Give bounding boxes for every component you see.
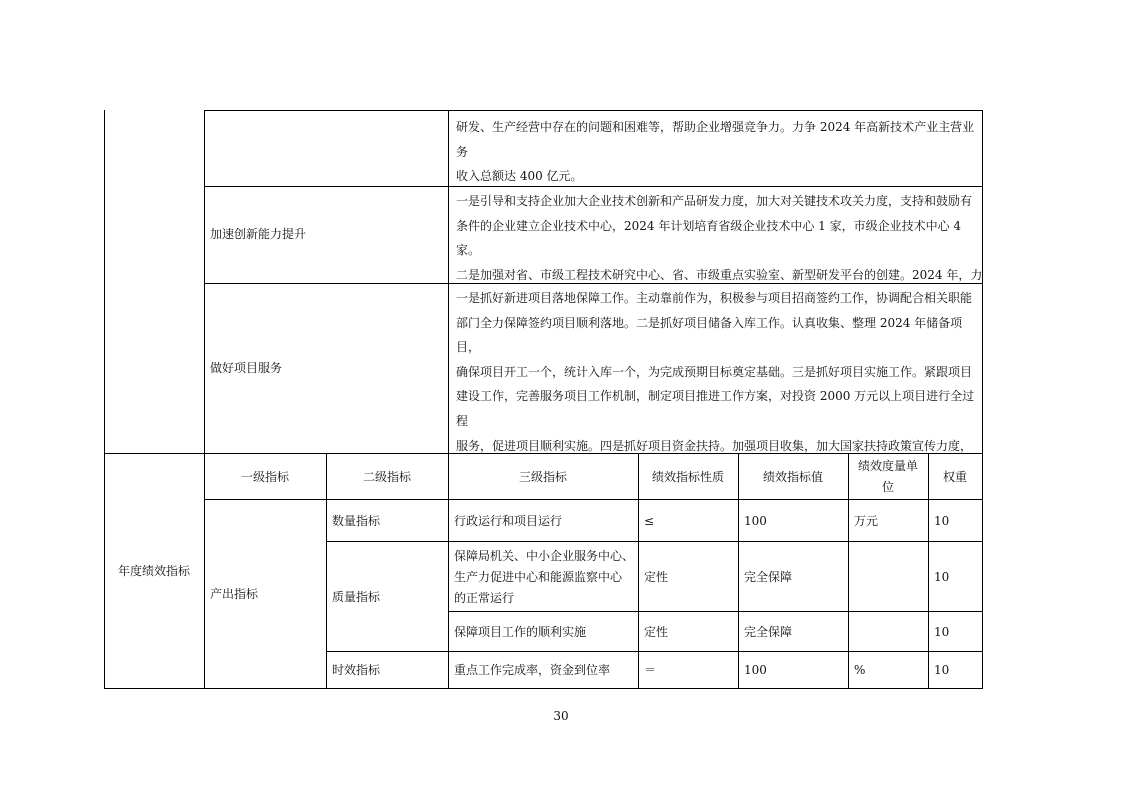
table-row-weight: 10 (934, 569, 950, 584)
table-row-weight: 10 (934, 513, 950, 528)
table-row-value: 完全保障 (744, 569, 793, 584)
page-number: 30 (553, 709, 569, 723)
table-rule (928, 454, 929, 689)
table-rule (204, 110, 983, 111)
task-description-project-service: 一是抓好新进项目落地保障工作。主动靠前作为，积极参与项目招商签约工作，协调配合相关职能 部门全力保障签约项目顺利落地。二是抓好项目储备入库工作。认真收集、整理 2024 年储备项目， 确保项目开工一个，统计入库一个，为完成预期目标奠定基础。三是抓好项目实施工作。紧跟项目 建设工作，完善服务项目工作机制，制定项目推进工作方案，对投资 2000 万元以上项目进行全过程 服务，促进项目顺利实施。四是抓好项目资金扶持。加强项目收集，加大国家扶持政策宣传力度， (456, 291, 975, 453)
table-rule (982, 110, 983, 689)
table-rule (204, 186, 983, 187)
table-rule (204, 110, 205, 689)
table-row-level3: 行政运行和项目运行 (454, 513, 563, 528)
header-value: 绩效指标值 (762, 469, 823, 484)
table-row-value: 100 (744, 663, 767, 678)
table-row-nature: ≤ (644, 513, 655, 528)
header-weight: 权重 (942, 469, 967, 484)
table-row-nature: 定性 (644, 569, 669, 584)
table-rule (204, 499, 983, 500)
task-name-project-service: 做好项目服务 (210, 360, 283, 375)
task-description-innovation: 一是引导和支持企业加大企业技术创新和产品研发力度，加大对关键技术攻关力度，支持和鼓励有 条件的企业建立企业技术中心，2024 年计划培育省级企业技术中心 1 家，市级企业技术中心 4 家。 二是加强对省、市级工程技术研究中心、省、市级重点实验室、新型研发平台的创建。2024 年，力 (456, 194, 983, 282)
table-row-value: 100 (744, 513, 767, 528)
table-rule (326, 454, 327, 689)
header-level1: 一级指标 (240, 469, 289, 484)
table-rule (448, 110, 449, 454)
level2-timeliness: 时效指标 (332, 663, 381, 678)
table-rule (104, 110, 105, 689)
table-rule (848, 454, 849, 689)
table-rule (448, 454, 449, 689)
table-row-unit: % (854, 663, 866, 678)
task-name-innovation: 加速创新能力提升 (210, 227, 307, 242)
table-row-nature: ＝ (644, 663, 657, 678)
table-row-weight: 10 (934, 624, 950, 639)
continued-description: 研发、生产经营中存在的问题和困难等，帮助企业增强竞争力。力争 2024 年高新技术产业主营业务 收入总额达 400 亿元。 (456, 120, 975, 184)
table-rule (738, 454, 739, 689)
header-level3: 三级指标 (518, 469, 567, 484)
table-rule (326, 541, 983, 542)
section-label-annual-indicators: 年度绩效指标 (117, 564, 190, 579)
table-rule (638, 454, 639, 689)
table-row-weight: 10 (934, 663, 950, 678)
level1-output: 产出指标 (210, 587, 259, 602)
table-row-nature: 定性 (644, 624, 669, 639)
table-rule (204, 283, 983, 284)
header-nature: 绩效指标性质 (651, 469, 724, 484)
table-rule (448, 611, 983, 612)
table-row-unit (854, 542, 928, 612)
table-row-level3: 保障局机关、中小企业服务中心、 生产力促进中心和能源监察中心 的正常运行 (454, 548, 635, 605)
header-unit: 绩效度量单 位 (857, 459, 918, 494)
level2-quality: 质量指标 (332, 589, 381, 604)
table-row-unit: 万元 (854, 513, 879, 528)
table-row-unit (854, 612, 928, 652)
level2-quantity: 数量指标 (332, 513, 381, 528)
table-rule (104, 688, 983, 689)
table-rule (326, 651, 983, 652)
header-level2: 二级指标 (362, 469, 411, 484)
table-row-level3: 保障项目工作的顺利实施 (454, 624, 587, 639)
table-row-value: 完全保障 (744, 624, 793, 639)
table-rule (104, 453, 983, 454)
table-row-level3: 重点工作完成率，资金到位率 (454, 663, 611, 678)
